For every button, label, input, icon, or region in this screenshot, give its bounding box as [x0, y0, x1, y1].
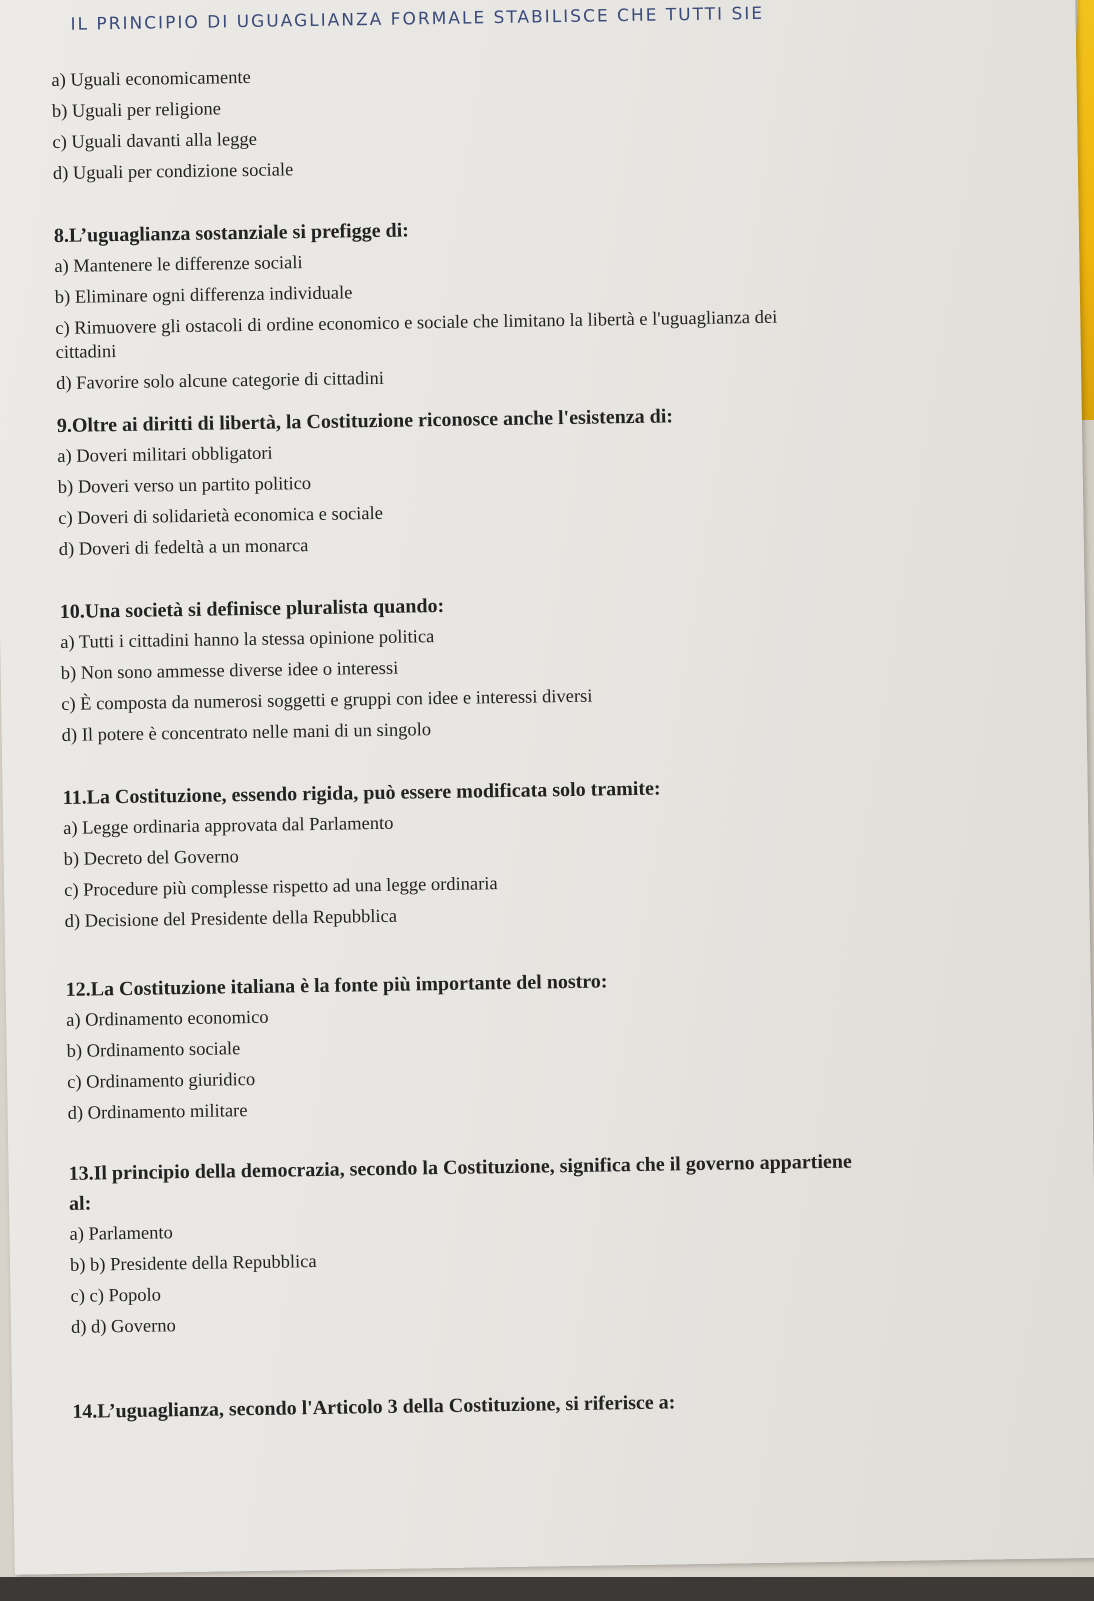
- option-c: c) È composta da numerosi soggetti e gruppi con idee e interessi diversi: [61, 686, 593, 715]
- dark-floor-strip: [0, 1577, 1094, 1601]
- option-d: d) Il potere è concentrato nelle mani di un singolo: [61, 720, 432, 746]
- question-title: 14.L’uguaglianza, secondo l'Articolo 3 della Costituzione, si riferisce a:: [72, 1391, 676, 1423]
- question-title: 8.L’uguaglianza sostanziale si prefigge di:: [53, 219, 410, 248]
- option-a: a) Uguali economicamente: [51, 67, 251, 92]
- handwritten-question-header: IL PRINCIPIO DI UGUAGLIANZA FORMALE STABILISCE CHE TUTTI SIE: [70, 3, 765, 35]
- option-c: c) Rimuovere gli ostacoli di ordine economico e sociale che limitano la libertà e l'uguaglianza dei: [55, 307, 778, 340]
- option-d: d) Decisione del Presidente della Repubblica: [64, 906, 398, 932]
- option-c-continuation: cittadini: [55, 342, 117, 364]
- option-a: a) Mantenere le differenze sociali: [54, 253, 303, 278]
- option-b: b) Ordinamento sociale: [66, 1039, 241, 1062]
- option-b: b) Decreto del Governo: [63, 847, 239, 870]
- option-d: d) Uguali per condizione sociale: [52, 160, 294, 185]
- option-b: b) b) Presidente della Repubblica: [69, 1252, 317, 1276]
- question-title: 12.La Costituzione italiana è la fonte più importante del nostro:: [65, 970, 608, 1001]
- question-11: [62, 770, 1024, 943]
- question-8: [54, 208, 1017, 405]
- question-title: 10.Una società si definisce pluralista quando:: [59, 594, 445, 623]
- question-10: [60, 584, 1022, 757]
- option-c: c) Procedure più complesse rispetto ad una legge ordinaria: [64, 874, 498, 901]
- option-a: a) Parlamento: [69, 1223, 173, 1245]
- option-d: d) Ordinamento militare: [67, 1101, 248, 1124]
- question-14: [72, 1384, 1032, 1433]
- option-b: b) Eliminare ogni differenza individuale: [54, 283, 353, 309]
- option-a: a) Ordinamento economico: [66, 1007, 269, 1031]
- question-title: 11.La Costituzione, essendo rigida, può essere modificata solo tramite:: [62, 777, 661, 809]
- option-d: d) d) Governo: [70, 1316, 176, 1338]
- option-b: b) Non sono ammesse diverse idee o interessi: [60, 658, 399, 684]
- option-b: b) Doveri verso un partito politico: [57, 474, 312, 498]
- option-b: b) Uguali per religione: [51, 99, 222, 123]
- option-a: a) Doveri militari obbligatori: [57, 443, 273, 467]
- option-c: c) Ordinamento giuridico: [67, 1069, 256, 1093]
- question-7-options: [51, 56, 1013, 195]
- question-9: [57, 398, 1019, 571]
- option-a: a) Legge ordinaria approvata dal Parlamento: [63, 813, 394, 839]
- option-d: d) Favorire solo alcune categorie di cittadini: [56, 368, 385, 395]
- option-c: c) Uguali davanti alla legge: [52, 129, 257, 154]
- question-12: [66, 962, 1028, 1135]
- question-title-line-2: al:: [68, 1192, 92, 1215]
- option-c: c) c) Popolo: [70, 1285, 162, 1307]
- option-c: c) Doveri di solidarietà economica e sociale: [58, 503, 384, 529]
- question-13: [68, 1146, 1031, 1349]
- option-a: a) Tutti i cittadini hanno la stessa opinione politica: [60, 627, 435, 653]
- option-d: d) Doveri di fedeltà a un monarca: [58, 536, 309, 560]
- question-title: 9.Oltre ai diritti di libertà, la Costituzione riconosce anche l'esistenza di:: [56, 405, 674, 438]
- question-title-line-1: 13.Il principio della democrazia, secondo la Costituzione, significa che il governo appartiene: [68, 1150, 852, 1185]
